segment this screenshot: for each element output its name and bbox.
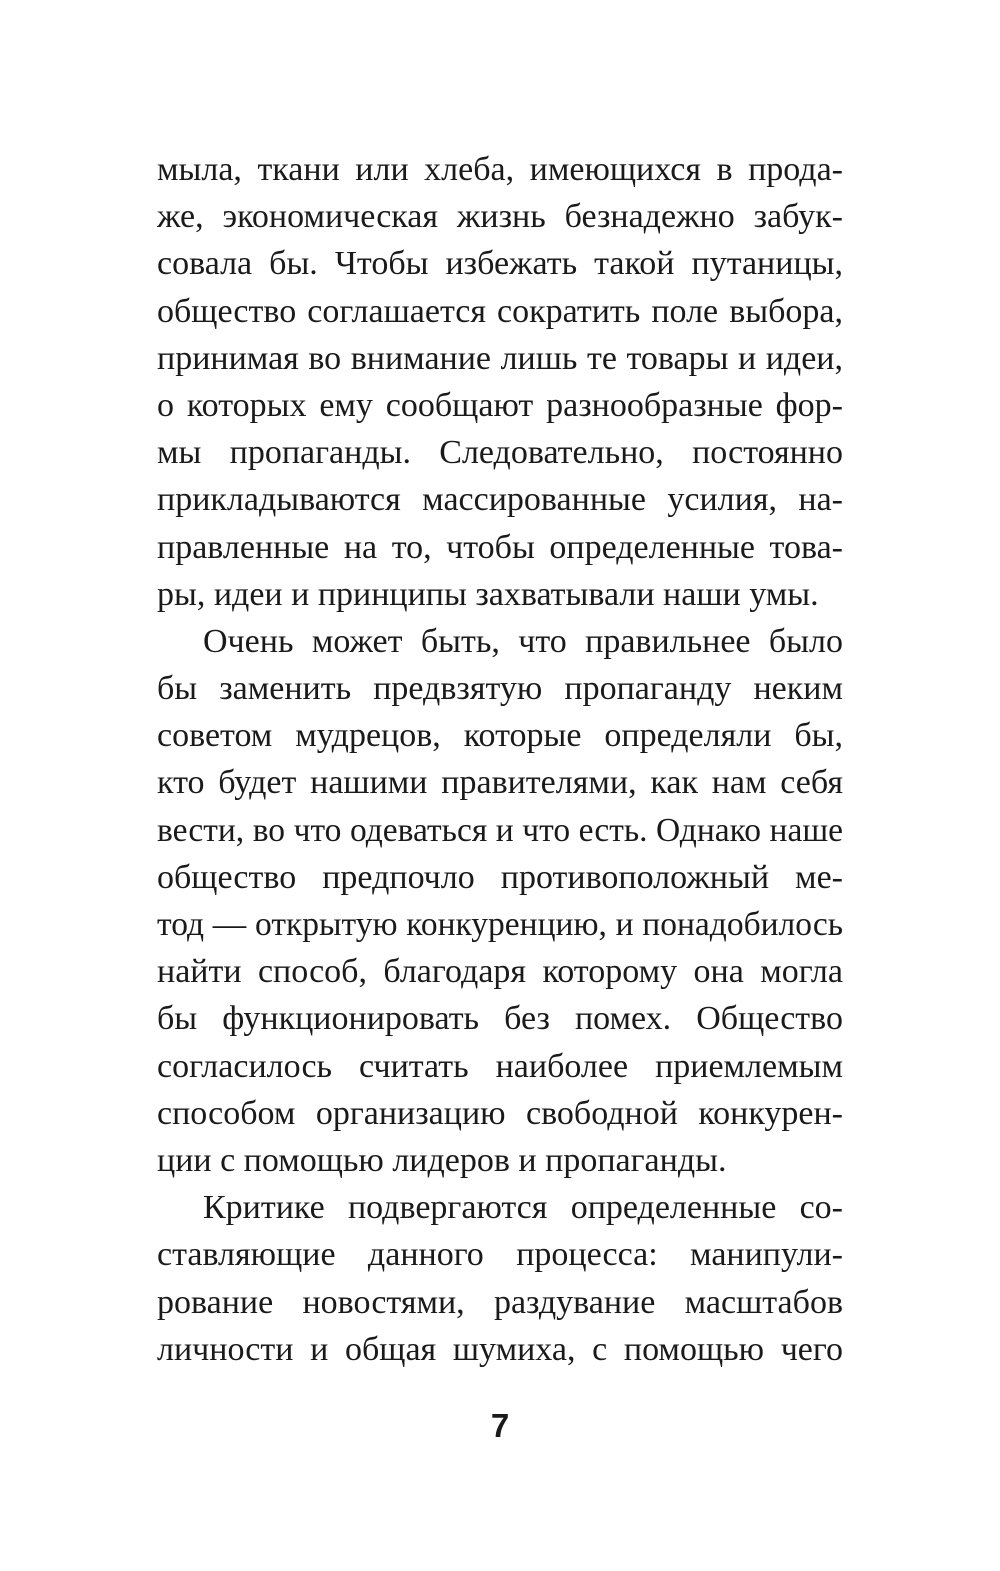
page-body [157, 146, 843, 1373]
text-line: правленные на то, чтобы определенные това- [157, 528, 843, 566]
text-line: советом мудрецов, которые определяли бы, [157, 717, 843, 755]
text-line: тод — открытую конкуренцию, и понадобилось [157, 906, 843, 943]
text-line: способом организацию свободной конкурен- [157, 1094, 843, 1132]
text-line: ставляющие данного процесса: манипули- [157, 1236, 843, 1274]
text-line: ции с помощью лидеров и пропаганды. [157, 1141, 727, 1179]
text-line: бы функционировать без помех. Общество [157, 1000, 843, 1038]
text-line: совала бы. Чтобы избежать такой путаницы, [157, 245, 843, 283]
text-line: Критике подвергаются определенные со- [203, 1189, 843, 1227]
text-line: вести, во что одеваться и что есть. Однако наше [157, 811, 843, 849]
paragraph-1 [157, 146, 843, 618]
text-line: согласилось считать наиболее приемлемым [157, 1047, 843, 1085]
text-line: кто будет нашими правителями, как нам себя [157, 764, 843, 802]
text-line: личности и общая шумиха, с помощью чего [157, 1330, 843, 1368]
paragraph-3 [157, 1184, 843, 1373]
text-line: ры, идеи и принципы захватывали наши умы. [157, 575, 819, 613]
page-number: 7 [490, 1407, 510, 1444]
paragraph-2 [157, 618, 843, 1184]
text-line: найти способ, благодаря которому она могла [157, 953, 843, 991]
text-line: общество предпочло противоположный ме- [157, 858, 843, 896]
text-line: мы пропаганды. Следовательно, постоянно [157, 434, 843, 472]
text-line: Очень может быть, что правильнее было [203, 622, 843, 660]
text-line: прикладываются массированные усилия, на- [157, 481, 843, 519]
text-line: бы заменить предвзятую пропаганду неким [157, 670, 843, 708]
text-line: общество соглашается сократить поле выбора, [157, 292, 843, 330]
text-line: о которых ему сообщают разнообразные фор- [157, 386, 843, 424]
text-line: принимая во внимание лишь те товары и идеи, [157, 339, 843, 377]
text-line: рование новостями, раздувание масштабов [157, 1283, 843, 1321]
text-line: же, экономическая жизнь безнадежно забук- [157, 198, 843, 236]
text-line: мыла, ткани или хлеба, имеющихся в прода- [157, 151, 843, 188]
